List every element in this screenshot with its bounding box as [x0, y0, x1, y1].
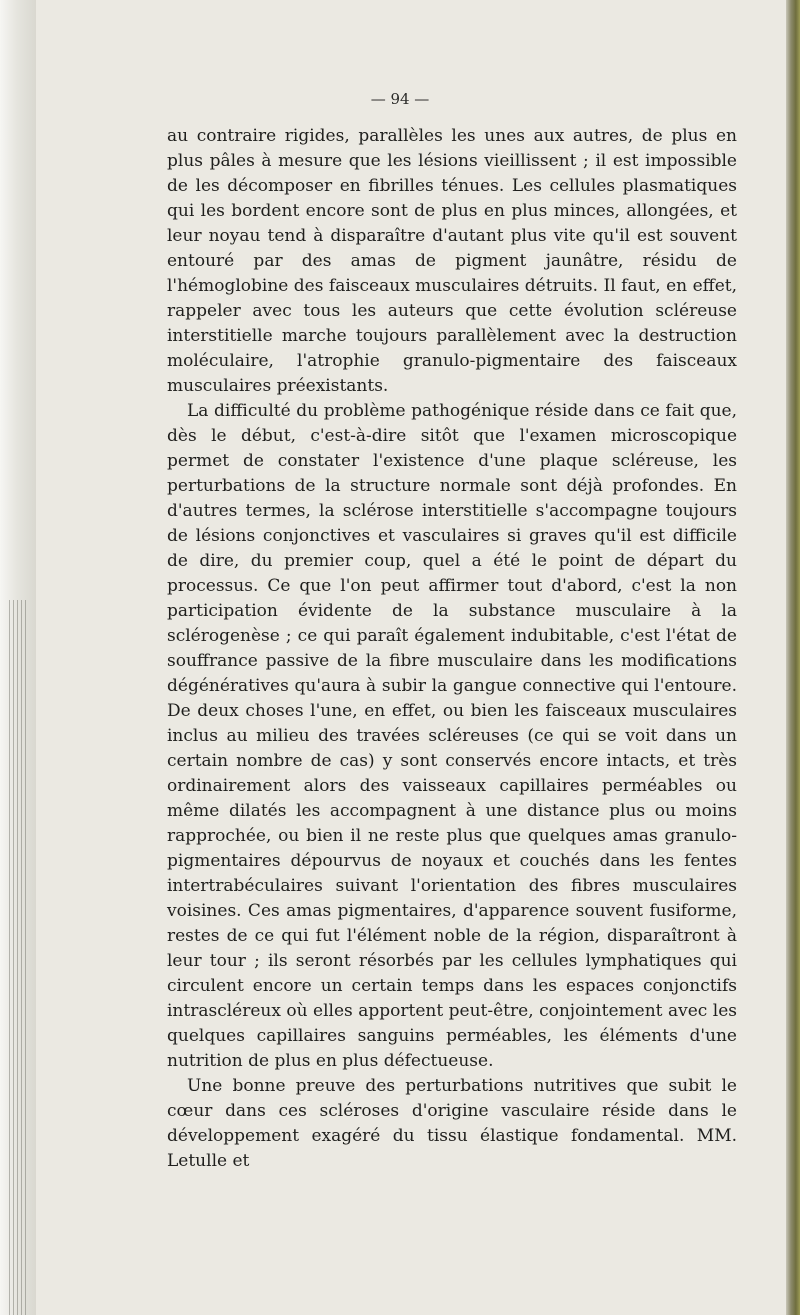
paragraph-3: Une bonne preuve des perturbations nutritives que subit le cœur dans ces scléroses d'origine vasculaire réside dans le développement exagéré du tissu élastique fondamental. MM. Letulle et — [167, 1076, 737, 1171]
paragraph-2: La difficulté du problème pathogénique réside dans ce fait que, dès le début, c'est-à-dire sitôt que l'examen microscopique permet de constater l'existence d'une plaque scléreuse, les perturbations de la structure normale sont déjà profondes. En d'autres termes, la sclérose interstitielle s'accompagne toujours de lésions conjonctives et vasculaires si graves qu'il est difficile de dire, du premier coup, quel a été le point de départ du processus. Ce que l'on peut affirmer tout d'abord, c'est la non participation évidente de la substance musculaire à la sclérogenèse ; ce qui paraît également indubitable, c'est l'état de souffrance passive de la fibre musculaire dans les modifications dégénératives qu'aura à subir la gangue connective qui l'entoure. De deux choses l'une, en effet, ou bien les faisceaux musculaires inclus au milieu des travées scléreuses (ce qui se voit dans un certain nombre de cas) y sont conservés encore intacts, et très ordinairement alors des vaisseaux capillaires perméables ou même dilatés les accompagnent à une distance plus ou moins rapprochée, ou bien il ne reste plus que quelques amas granulo-pigmentaires dépourvus de noyaux et couchés dans les fentes intertrabéculaires suivant l'orientation des fibres musculaires voisines. Ces amas pigmentaires, d'apparence souvent fusiforme, restes de ce qui fut l'élément noble de la région, disparaîtront à leur tour ; ils seront résorbés par les cellules lymphatiques qui circulent encore un certain temps dans les espaces conjonctifs intrascléreux où elles apportent peut-être, conjointement avec les quelques capillaires sanguins perméables, les éléments d'une nutrition de plus en plus défectueuse. — [167, 401, 737, 1071]
page-right-edge — [786, 0, 800, 1315]
page-number: — 94 — — [370, 90, 430, 108]
body-text — [167, 124, 737, 1174]
paragraph-1: au contraire rigides, parallèles les unes aux autres, de plus en plus pâles à mesure que les lésions vieillissent ; il est impossible de les décomposer en fibrilles ténues. Les cellules plasmatiques qui les bordent encore sont de plus en plus minces, allongées, et leur noyau tend à disparaître d'autant plus vite qu'il est souvent entouré par des amas de pigment jaunâtre, résidu de l'hémoglobine des faisceaux musculaires détruits. Il faut, en effet, rappeler avec tous les auteurs que cette évolution scléreuse interstitielle marche toujours parallèlement avec la destruction moléculaire, l'atrophie granulo-pigmentaire des faisceaux musculaires préexistants. — [167, 126, 737, 396]
page-left-margin-shadow — [0, 0, 36, 1315]
binding-lines — [6, 600, 28, 1315]
